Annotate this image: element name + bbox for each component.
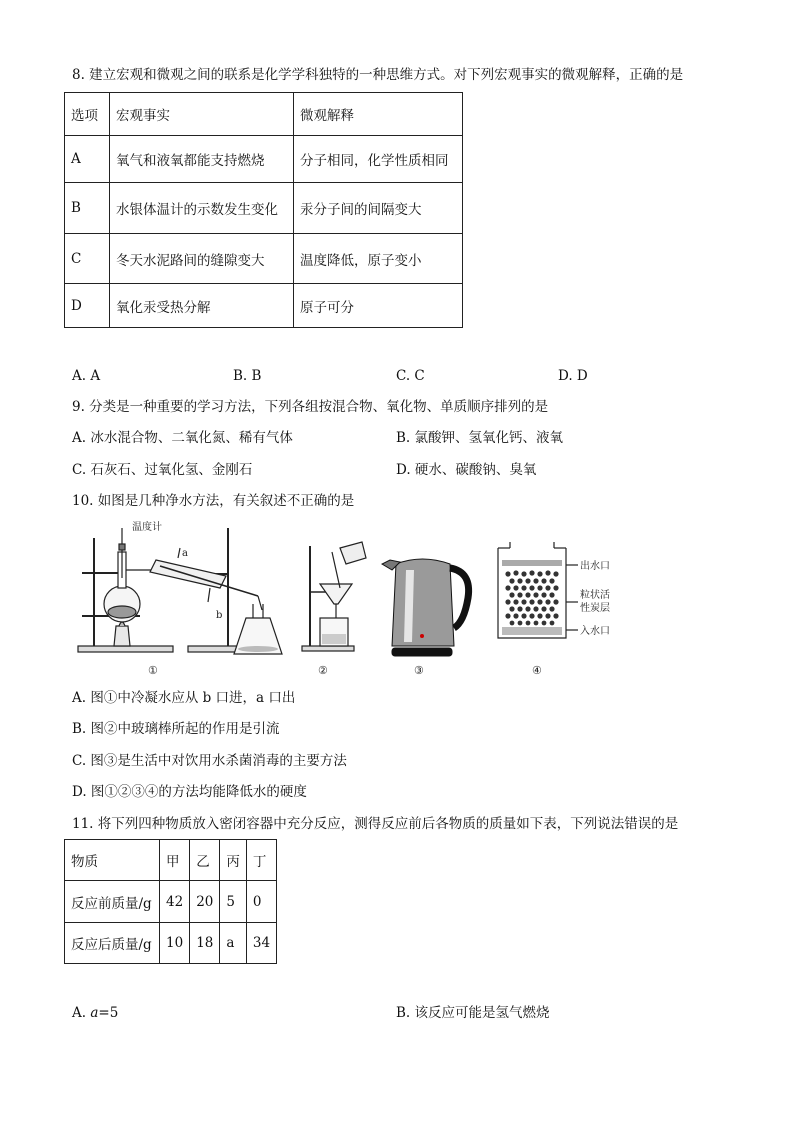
table-cell: B [65, 183, 110, 234]
q9-option-d[interactable]: D. 硬水、碳酸钠、臭氧 [396, 462, 537, 478]
inlet-label: 入水口 [580, 626, 610, 637]
q8-option-c[interactable]: C. C [396, 368, 425, 384]
q10-option-c[interactable]: C. 图③是生活中对饮用水杀菌消毒的主要方法 [72, 753, 347, 769]
table-header: 选项 [65, 93, 110, 136]
table-row [65, 183, 463, 234]
distillation-apparatus [78, 528, 282, 654]
table-cell: 冬天水泥路间的缝隙变大 [110, 234, 294, 284]
table-cell: A [65, 136, 110, 183]
carbon-layer-label-1: 粒状活 [580, 590, 610, 601]
kettle-image [382, 559, 469, 656]
figure-2-number: ② [318, 664, 328, 677]
q10-option-a[interactable]: A. 图①中冷凝水应从 b 口进，a 口出 [72, 690, 296, 706]
table-cell: 42 [160, 881, 190, 923]
table-row [65, 923, 277, 964]
q9-option-a[interactable]: A. 冰水混合物、二氧化氮、稀有气体 [72, 430, 293, 446]
table-header: 物质 [65, 840, 160, 881]
table-cell: 0 [246, 881, 276, 923]
table-cell: 水银体温计的示数发生变化 [110, 183, 294, 234]
q11-option-a-variable: a [90, 1005, 99, 1021]
q9-option-c[interactable]: C. 石灰石、过氧化氢、金刚石 [72, 462, 253, 478]
table-cell: 原子可分 [294, 284, 463, 328]
table-cell: 5 [220, 881, 247, 923]
figure-3-number: ③ [414, 664, 424, 677]
inlet-b-label: b [216, 610, 223, 621]
table-cell: C [65, 234, 110, 284]
q9-option-b[interactable]: B. 氯酸钾、氢氧化钙、液氧 [396, 430, 564, 446]
carbon-layer-label-2: 性炭层 [580, 603, 610, 614]
question-8-stem: 8. 建立宏观和微观之间的联系是化学学科独特的一种思维方式。对下列宏观事实的微观解释，正确的是 [72, 67, 684, 83]
q8-table [64, 92, 463, 328]
q10-figure [70, 518, 640, 680]
table-cell: 反应后质量/g [65, 923, 160, 964]
table-cell: a [220, 923, 247, 964]
table-cell: 温度降低，原子变小 [294, 234, 463, 284]
q11-option-a-prefix: A. [72, 1005, 91, 1021]
figure-1-number: ① [148, 664, 158, 677]
table-cell: 氧化汞受热分解 [110, 284, 294, 328]
table-cell: 10 [160, 923, 190, 964]
table-cell: 18 [190, 923, 220, 964]
table-header: 甲 [160, 840, 190, 881]
inlet-a-label: a [182, 548, 188, 559]
q11-option-a-rest: =5 [98, 1005, 119, 1021]
table-header: 丙 [220, 840, 247, 881]
outlet-label: 出水口 [580, 561, 610, 572]
table-cell: D [65, 284, 110, 328]
q10-option-d[interactable]: D. 图①②③④的方法均能降低水的硬度 [72, 784, 307, 800]
table-row [65, 136, 463, 183]
table-header: 微观解释 [294, 93, 463, 136]
q8-option-a[interactable]: A. A [72, 368, 101, 384]
q10-option-b[interactable]: B. 图②中玻璃棒所起的作用是引流 [72, 721, 280, 737]
table-cell: 34 [246, 923, 276, 964]
table-cell: 20 [190, 881, 220, 923]
table-header: 丁 [246, 840, 276, 881]
question-11-stem: 11. 将下列四种物质放入密闭容器中充分反应，测得反应前后各物质的质量如下表，下列说法错误的是 [72, 816, 679, 832]
table-header: 宏观事实 [110, 93, 294, 136]
q11-option-b[interactable]: B. 该反应可能是氢气燃烧 [396, 1005, 550, 1021]
q8-option-d[interactable]: D. D [558, 368, 588, 384]
table-cell: 反应前质量/g [65, 881, 160, 923]
table-cell: 分子相同，化学性质相同 [294, 136, 463, 183]
question-9-stem: 9. 分类是一种重要的学习方法，下列各组按混合物、氧化物、单质顺序排列的是 [72, 399, 549, 415]
carbon-granules [502, 560, 562, 635]
q8-option-b[interactable]: B. B [233, 368, 262, 384]
thermometer-label: 温度计 [132, 522, 162, 533]
table-cell: 汞分子间的间隔变大 [294, 183, 463, 234]
table-row [65, 881, 277, 923]
table-header: 乙 [190, 840, 220, 881]
question-10-stem: 10. 如图是几种净水方法，有关叙述不正确的是 [72, 493, 355, 509]
table-row [65, 284, 463, 328]
q11-table [64, 839, 277, 964]
table-row [65, 840, 277, 881]
q11-option-a[interactable] [72, 1004, 118, 1022]
table-row [65, 234, 463, 284]
figure-4-number: ④ [532, 664, 542, 677]
table-cell: 氧气和液氧都能支持燃烧 [110, 136, 294, 183]
table-row [65, 93, 463, 136]
filtration-apparatus [302, 542, 366, 651]
